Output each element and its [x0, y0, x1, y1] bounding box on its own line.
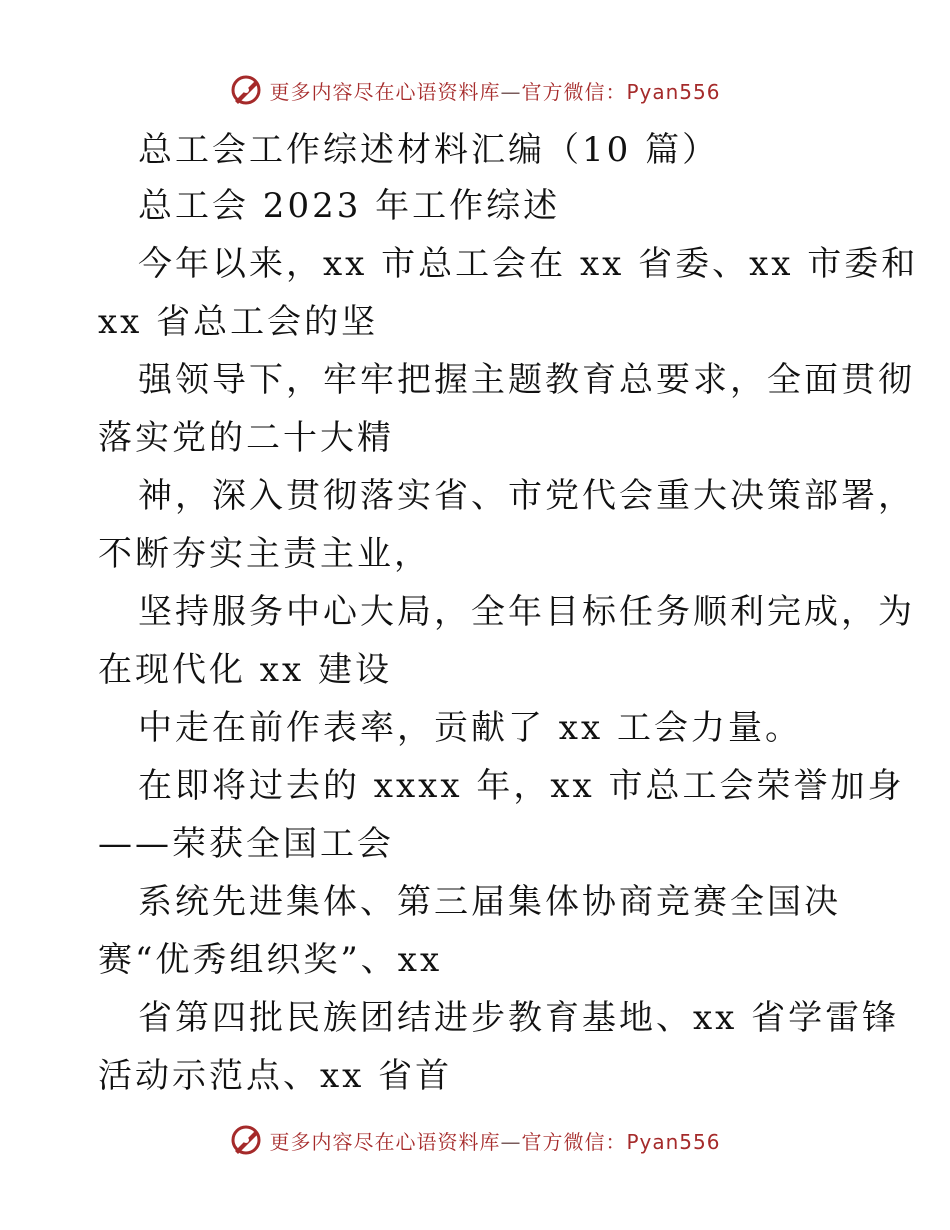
paragraph-line: xx 省总工会的坚 [98, 302, 379, 342]
pen-in-circle-logo-icon [229, 1123, 263, 1157]
document-title: 总工会工作综述材料汇编（10 篇） [138, 130, 720, 170]
paragraph-line: 系统先进集体、第三届集体协商竞赛全国决 [138, 882, 841, 922]
paragraph-line: 在现代化 xx 建设 [98, 650, 392, 690]
paragraph-line: 神，深入贯彻落实省、市党代会重大决策部署， [138, 476, 915, 516]
paragraph-line: 不断夯实主责主业， [98, 534, 431, 574]
paragraph-line: 赛“优秀组织奖”、xx [98, 940, 443, 980]
paragraph-line: ——荣获全国工会 [98, 824, 394, 864]
pen-in-circle-logo-icon [229, 73, 263, 107]
paragraph-line: 坚持服务中心大局，全年目标任务顺利完成，为 [138, 592, 915, 632]
paragraph-line: 落实党的二十大精 [98, 418, 394, 458]
paragraph-line: 省第四批民族团结进步教育基地、xx 省学雷锋 [138, 998, 900, 1038]
paragraph-line: 活动示范点、xx 省首 [98, 1056, 453, 1096]
paragraph-line: 中走在前作表率，贡献了 xx 工会力量。 [138, 708, 802, 748]
section-heading: 总工会 2023 年工作综述 [138, 186, 561, 226]
header-watermark [0, 70, 950, 110]
footer-watermark [0, 1120, 950, 1160]
paragraph-line: 今年以来，xx 市总工会在 xx 省委、xx 市委和 [138, 244, 919, 284]
paragraph-line: 在即将过去的 xxxx 年，xx 市总工会荣誉加身 [138, 766, 905, 806]
paragraph-line: 强领导下，牢牢把握主题教育总要求，全面贯彻 [138, 360, 915, 400]
watermark-text: 更多内容尽在心语资料库—官方微信：Pyan556 [269, 1129, 721, 1154]
watermark-text: 更多内容尽在心语资料库—官方微信：Pyan556 [269, 79, 721, 104]
